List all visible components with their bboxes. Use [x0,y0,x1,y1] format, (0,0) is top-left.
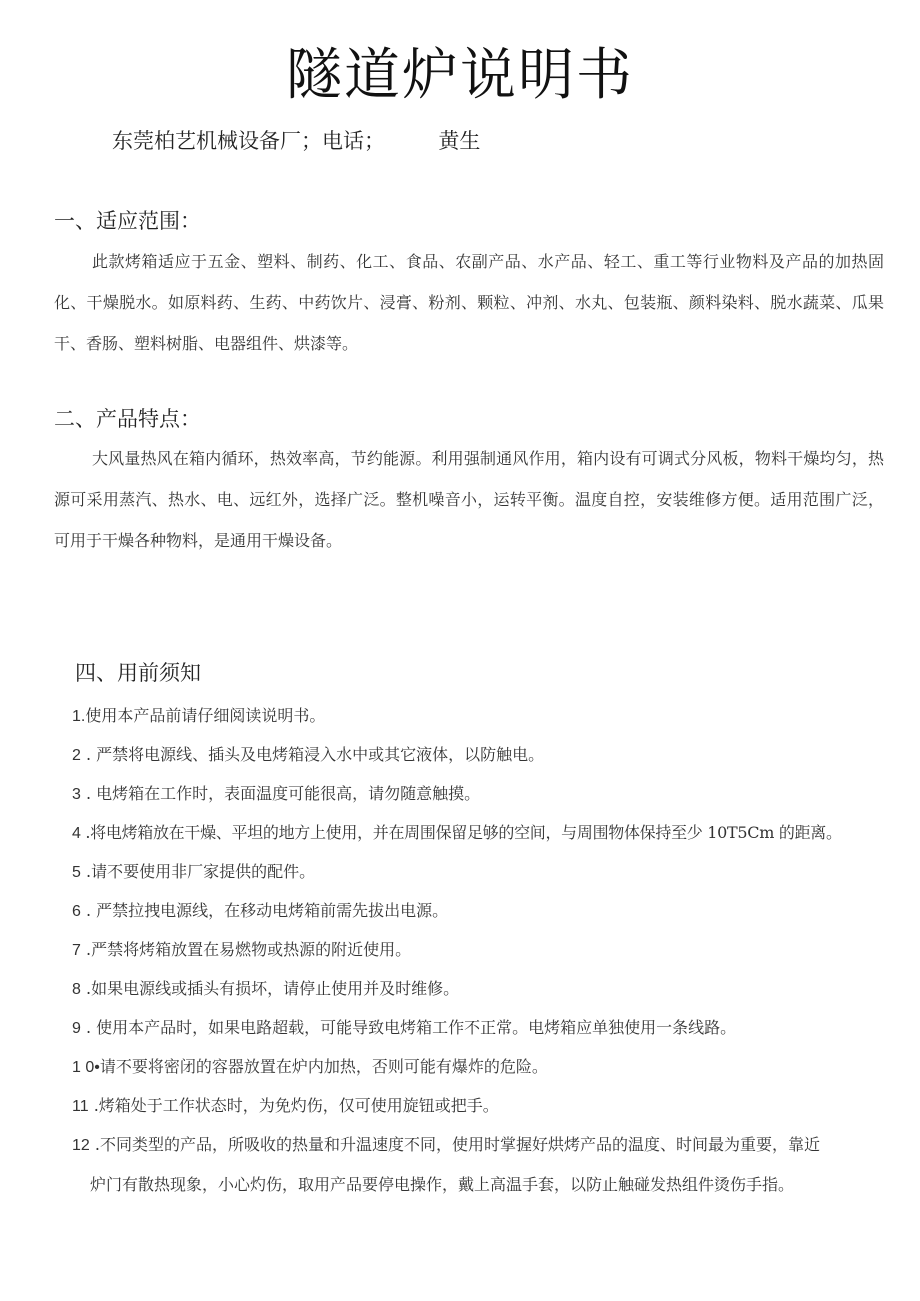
notice-item-1 [72,696,887,736]
item-number: 2 [72,747,81,764]
notice-item-10 [72,1047,887,1087]
item-number: 6 [72,903,81,920]
item-number: 3 [72,786,81,803]
item-text: .烤箱处于工作状态时，为免灼伤，仅可使用旋钮或把手。 [88,1096,499,1115]
company-contact-line: 东莞柏艺机械设备厂；电话； 黄生 [112,129,481,153]
item-text: . 严禁拉拽电源线，在移动电烤箱前需先拔出电源。 [80,901,449,920]
notice-item-12 [72,1125,887,1204]
item-number: 9 [72,1020,81,1037]
item-text: 请不要将密闭的容器放置在炉内加热，否则可能有爆炸的危险。 [99,1057,548,1076]
section1-heading: 一、适应范围： [54,209,201,233]
item-text: .请不要使用非厂家提供的配件。 [80,862,316,881]
notice-item-4 [72,813,887,853]
section2-heading: 二、产品特点： [54,407,201,431]
item-text: 使用本产品前请仔细阅读说明书。 [85,706,326,725]
notice-item-5 [72,852,887,892]
item-text: .严禁将烤箱放置在易燃物或热源的附近使用。 [80,940,412,959]
notice-item-9 [72,1008,887,1048]
item-text: .不同类型的产品，所吸收的热量和升温速度不同，使用时掌握好烘烤产品的温度、时间最为重要，靠近 [89,1135,820,1154]
notice-item-7 [72,930,887,970]
item-number: 1. [72,708,86,725]
item-number: 5 [72,864,81,881]
item-text: .如果电源线或插头有损坏，请停止使用并及时维修。 [80,979,460,998]
notice-item-2 [72,735,887,775]
document-title: 隧道炉说明书 [286,43,634,108]
item-text: . 电烤箱在工作时，表面温度可能很高，请勿随意触摸。 [80,784,481,803]
item-text: .将电烤箱放在干燥、平坦的地方上使用，并在周围保留足够的空间，与周围物体保持至少 10T5Cm 的距离。 [80,823,842,842]
item-number: 7 [72,942,81,959]
section1-body: 此款烤箱适应于五金、塑料、制药、化工、食品、农副产品、水产品、轻工、重工等行业物料及产品的加热固化、干燥脱水。如原料药、生药、中药饮片、浸膏、粉剂、颗粒、冲剂、水丸、包装瓶、颜料染料、脱水蔬菜、瓜果干、香肠、塑料树脂、电器组件、烘漆等。 [54,252,884,353]
item-number: 4 [72,825,81,842]
notice-item-11 [72,1086,887,1126]
item-text: . 使用本产品时，如果电路超载，可能导致电烤箱工作不正常。电烤箱应单独使用一条线路。 [80,1018,737,1037]
item-number: 8 [72,981,81,998]
item-number: 1 0• [72,1059,100,1076]
notice-item-3 [72,774,887,814]
item-text: . 严禁将电源线、插头及电烤箱浸入水中或其它液体，以防触电。 [80,745,545,764]
section4-heading: 四、用前须知 [75,661,201,685]
item-text-continued: 炉门有散热现象，小心灼伤，取用产品要停电操作，戴上高温手套，以防止触碰发热组件烫伤手指。 [90,1175,795,1194]
notice-item-6 [72,891,887,931]
item-number: 11 [72,1098,89,1115]
section2-body: 大风量热风在箱内循环，热效率高，节约能源。利用强制通风作用，箱内设有可调式分风板，物料干燥均匀，热源可采用蒸汽、热水、电、远红外，选择广泛。整机噪音小，运转平衡。温度自控，安装维修方便。适用范围广泛，可用于干燥各种物料，是通用干燥设备。 [54,449,884,550]
item-number: 12 [72,1137,90,1154]
notice-item-8 [72,969,887,1009]
